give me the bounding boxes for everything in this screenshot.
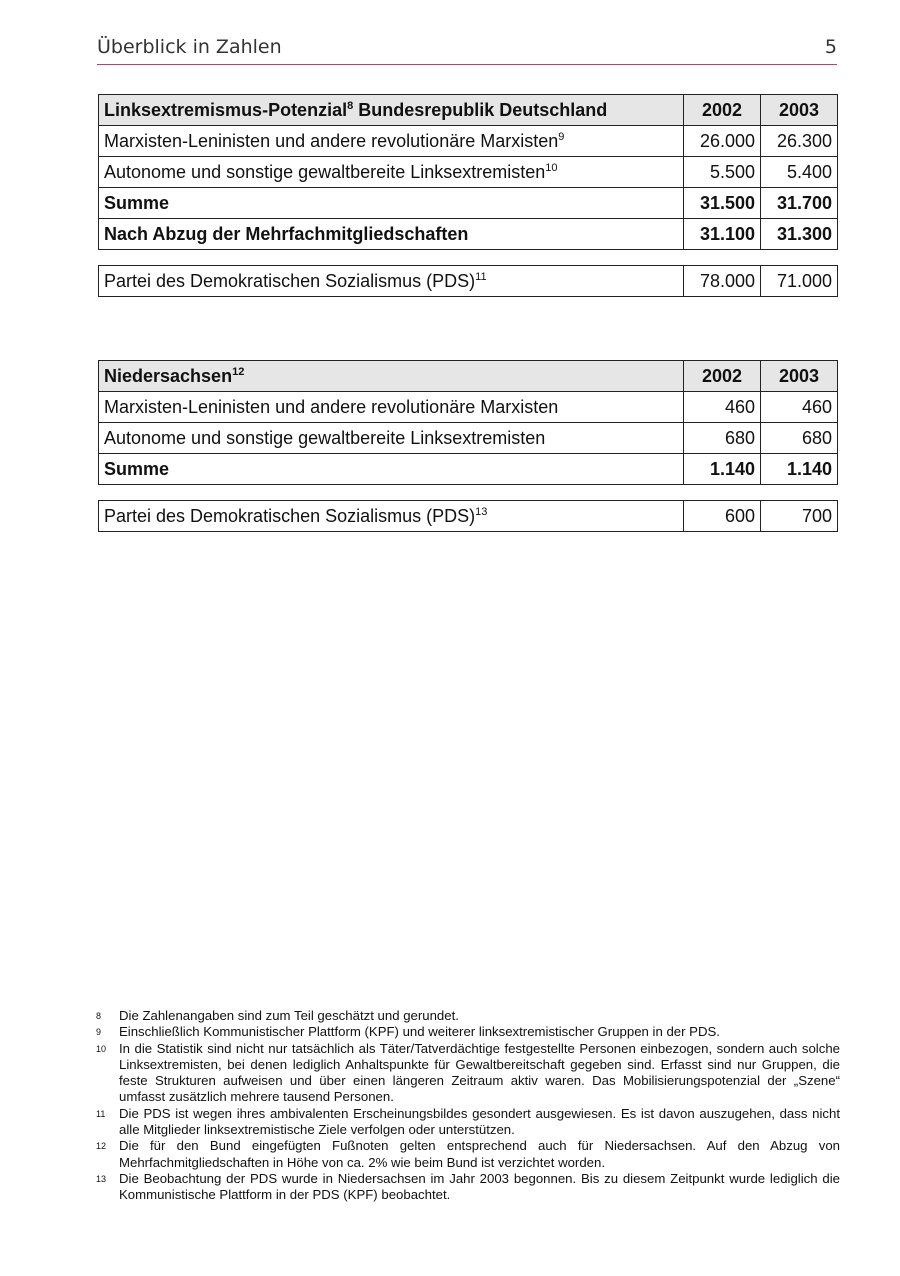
footnote (96, 1106, 840, 1139)
cell-value: 5.400 (761, 157, 838, 188)
table-title: Niedersachsen$^{12}$ (99, 361, 684, 392)
footnote-text: In die Statistik sind nicht nur tatsächlich als Täter/Tatverdächtige festgestellte Personen einbezogen, sondern auch solche Linksextremisten, bei denen lediglich Anhaltspunkte für Gewaltbereitschaft gegeben sind. Erfasst sind nur Gruppen, die feste Strukturen aufweisen und über einen längeren Zeitraum aktiv waren. Das Mobilisierungspotenzial der „Szene“ umfasst zusätzlich mehrere tausend Personen. (119, 1040, 840, 1105)
footnote-text: Die Zahlenangaben sind zum Teil geschätzt und gerundet. (119, 1008, 459, 1023)
cell-value: 680 (684, 423, 761, 454)
column-year-2003: 2003 (761, 361, 838, 392)
table-niedersachsen-pds (98, 500, 838, 532)
cell-value: 460 (684, 392, 761, 423)
table-header-row (99, 95, 838, 126)
cell-value: 26.000 (684, 126, 761, 157)
table-row (99, 392, 838, 423)
footnote (96, 1138, 840, 1171)
cell-value: 700 (761, 501, 838, 532)
table-bund (98, 94, 838, 250)
page-header (97, 36, 837, 65)
footnote (96, 1041, 840, 1106)
page-number: 5 (824, 36, 837, 58)
footnote-text: Die für den Bund eingefügten Fußnoten gelten entsprechend auch für Niedersachsen. Auf den Abzug von Mehrfachmitgliedschaften in Höhe von ca. 2% wie beim Bund ist verzichtet worden. (119, 1138, 840, 1170)
column-year-2002: 2002 (684, 361, 761, 392)
table-header-row (99, 361, 838, 392)
table-bund-pds (98, 265, 838, 297)
cell-value: 71.000 (761, 266, 838, 297)
cell-value: 31.100 (684, 219, 761, 250)
footnote (96, 1024, 840, 1040)
table-title: Linksextremismus-Potenzial$^8$ Bundesrepublik Deutschland (99, 95, 684, 126)
footnote-number: 9 (96, 1027, 102, 1038)
cell-value: 26.300 (761, 126, 838, 157)
cell-value: 78.000 (684, 266, 761, 297)
footnote-text: Einschließlich Kommunistischer Plattform (KPF) und weiterer linksextremistischer Gruppen in der PDS. (119, 1024, 720, 1040)
cell-value: 600 (684, 501, 761, 532)
table-row-net (99, 219, 838, 250)
footnote (96, 1008, 840, 1024)
column-year-2003: 2003 (761, 95, 838, 126)
table-row (99, 266, 838, 297)
footnote-number: 12 (96, 1141, 107, 1152)
footnote-number: 10 (96, 1043, 107, 1054)
footnote-number: 13 (96, 1173, 107, 1184)
row-label: Autonome und sonstige gewaltbereite Linksextremisten$^{10}$ (99, 157, 684, 188)
table-row (99, 501, 838, 532)
row-label: Marxisten-Leninisten und andere revolutionäre Marxisten$^9$ (99, 126, 684, 157)
cell-value: 1.140 (684, 454, 761, 485)
footnote-number: 8 (96, 1011, 102, 1021)
footnotes (96, 1008, 840, 1204)
cell-value: 31.300 (761, 219, 838, 250)
cell-value: 1.140 (761, 454, 838, 485)
footnote (96, 1171, 840, 1204)
cell-value: 31.500 (684, 188, 761, 219)
row-label: Summe (99, 454, 684, 485)
table-row (99, 126, 838, 157)
table-niedersachsen (98, 360, 838, 485)
table-row (99, 157, 838, 188)
cell-value: 680 (761, 423, 838, 454)
column-year-2002: 2002 (684, 95, 761, 126)
footnote-text: Die Beobachtung der PDS wurde in Niedersachsen im Jahr 2003 begonnen. Bis zu diesem Zeitpunkt wurde lediglich die Kommunistische Plattform in der PDS (KPF) beobachtet. (119, 1170, 840, 1203)
row-label: Nach Abzug der Mehrfachmitgliedschaften (99, 219, 684, 250)
cell-value: 460 (761, 392, 838, 423)
footnote-number: 11 (96, 1108, 106, 1119)
row-label: Autonome und sonstige gewaltbereite Linksextremisten (99, 423, 684, 454)
footnote-text: Die PDS ist wegen ihres ambivalenten Erscheinungsbildes gesondert ausgewiesen. Es ist davon auszugehen, dass nicht alle Mitglieder linksextremistische Ziele verfolgen oder unterstützen. (119, 1105, 840, 1138)
page-title: Überblick in Zahlen (97, 36, 282, 58)
table-row (99, 423, 838, 454)
row-label: Partei des Demokratischen Sozialismus (PDS)$^{11}$ (99, 266, 684, 297)
table-row-sum (99, 454, 838, 485)
row-label: Marxisten-Leninisten und andere revolutionäre Marxisten (99, 392, 684, 423)
cell-value: 5.500 (684, 157, 761, 188)
row-label: Partei des Demokratischen Sozialismus (PDS)$^{13}$ (99, 501, 684, 532)
table-row-sum (99, 188, 838, 219)
cell-value: 31.700 (761, 188, 838, 219)
row-label: Summe (99, 188, 684, 219)
